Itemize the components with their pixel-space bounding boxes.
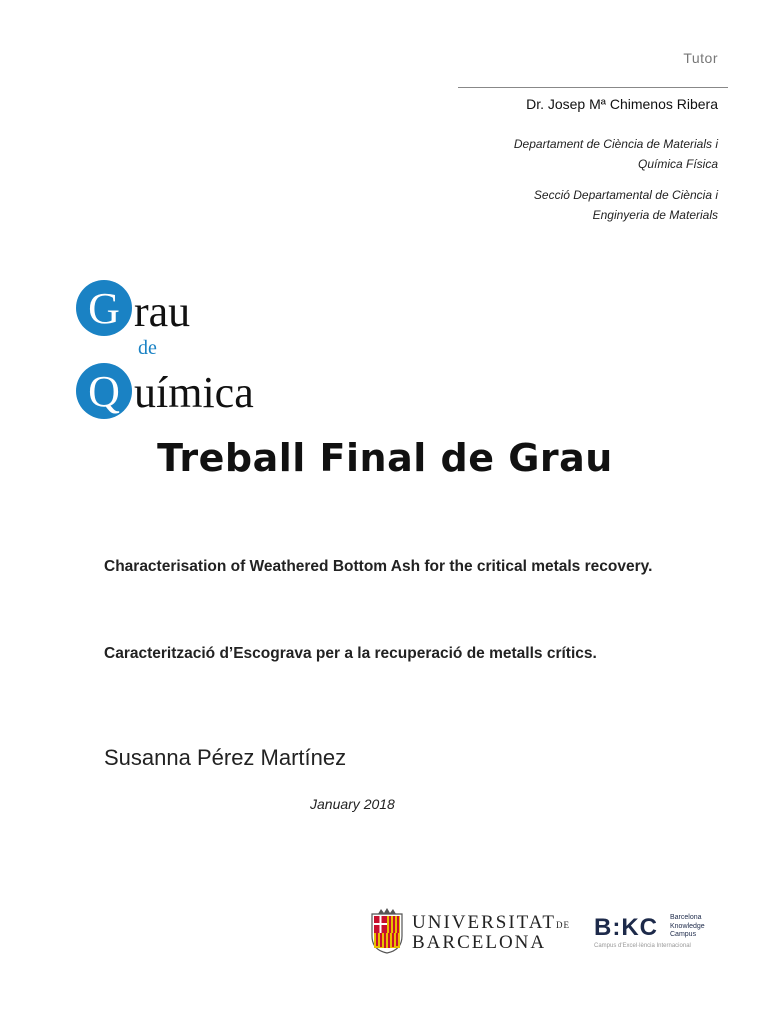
logo-de-text: de xyxy=(138,337,157,359)
tutor-department xyxy=(438,134,718,174)
barcelona-knowledge-campus-logo xyxy=(594,912,724,954)
tutor-label: Tutor xyxy=(683,50,718,66)
logo-uimica-text: uímica xyxy=(134,368,254,417)
bkc-mark: B:KC xyxy=(594,914,658,941)
tutor-section xyxy=(438,185,718,225)
tutor-section-line: Enginyeria de Materials xyxy=(592,208,718,222)
grau-de-quimica-logo xyxy=(76,280,316,422)
ub-name-line1: UNIVERSITATDE xyxy=(412,912,570,933)
bkc-text: Barcelona Knowledge Campus xyxy=(670,914,705,938)
tutor-divider xyxy=(458,87,728,88)
tutor-department-line: Química Física xyxy=(637,157,718,171)
tutor-name: Dr. Josep Mª Chimenos Ribera xyxy=(526,96,718,112)
author-name: Susanna Pérez Martínez xyxy=(104,745,347,770)
bkc-subtitle: Campus d'Excel·lència Internacional xyxy=(594,943,691,949)
logo-g-circle: G xyxy=(76,280,132,336)
thesis-title-english: Characterisation of Weathered Bottom Ash for the critical metals recovery. xyxy=(104,558,653,575)
tutor-department-line: Departament de Ciència de Materials i xyxy=(513,137,718,151)
logo-q-circle: Q xyxy=(76,363,132,419)
universitat-de-barcelona-logo xyxy=(370,908,570,958)
page-title: Treball Final de Grau xyxy=(157,436,613,480)
ub-shield-icon xyxy=(370,908,404,954)
submission-date: January 2018 xyxy=(310,796,395,812)
ub-name-line2: BARCELONA xyxy=(412,932,547,953)
thesis-title-catalan: Caracterització d’Escograva per a la recuperació de metalls crítics. xyxy=(104,645,597,662)
logo-rau-text: rau xyxy=(134,287,191,336)
tutor-section-line: Secció Departamental de Ciència i xyxy=(533,188,718,202)
